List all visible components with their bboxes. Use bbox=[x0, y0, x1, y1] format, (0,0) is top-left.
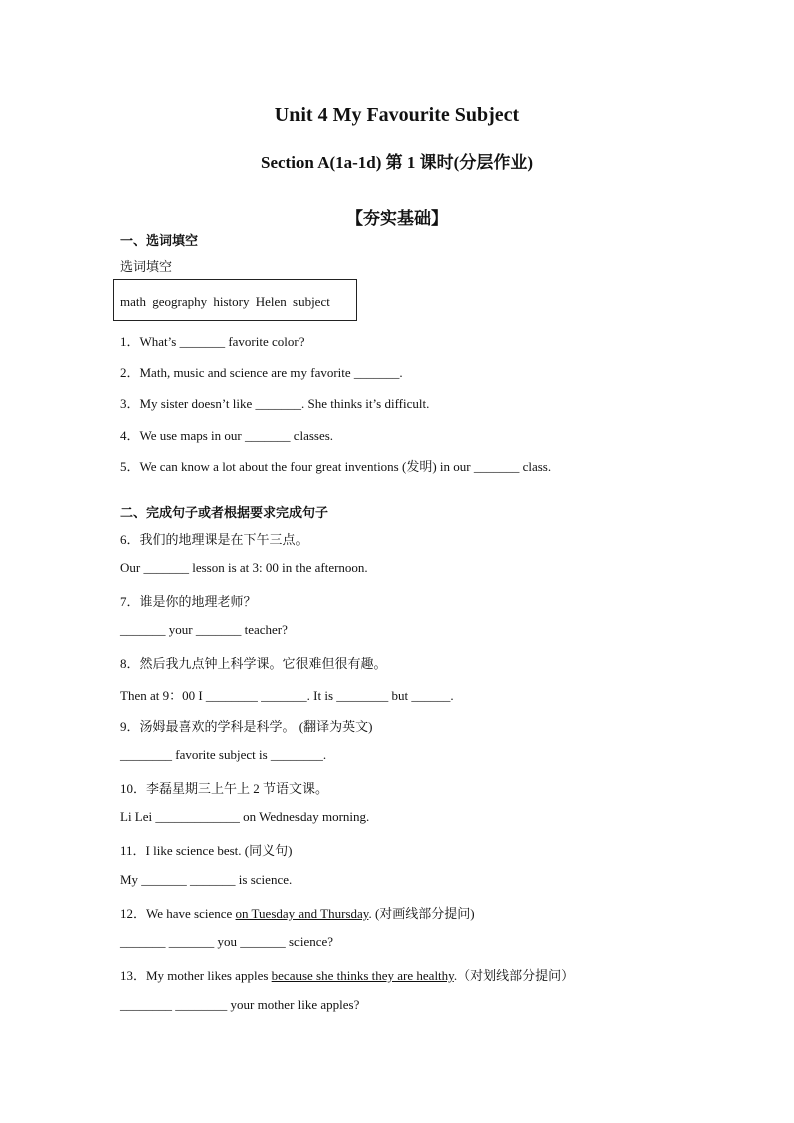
word-box bbox=[113, 279, 357, 321]
question-8-answer-line: Then at 9：00 I ________ _______. It is ________ but ______. bbox=[120, 688, 454, 703]
question-12-answer-line: _______ _______ you _______ science? bbox=[120, 934, 334, 949]
question-2: 2．Math, music and science are my favorite _______. bbox=[120, 365, 403, 380]
word-box-words: math geography history Helen subject bbox=[120, 294, 330, 309]
question-5: 5．We can know a lot about the four great inventions (发明) in our _______ class. bbox=[120, 459, 552, 474]
question-12-prompt bbox=[120, 903, 475, 922]
question-13-suffix: .（对划线部分提问） bbox=[453, 968, 575, 983]
question-9-answer-line: ________ favorite subject is ________. bbox=[120, 747, 327, 762]
question-6-prompt: 6．我们的地理课是在下午三点。 bbox=[120, 532, 309, 547]
question-11-prompt: 11．I like science best. (同义句) bbox=[120, 843, 293, 858]
question-3: 3．My sister doesn’t like _______. She thinks it’s difficult. bbox=[120, 396, 430, 411]
question-7-prompt: 7．谁是你的地理老师？ bbox=[120, 594, 257, 609]
part2-heading: 二、完成句子或者根据要求完成句子 bbox=[120, 506, 329, 521]
page-subtitle: Section A(1a-1d) 第 1 课时(分层作业) bbox=[261, 153, 533, 172]
page-title: Unit 4 My Favourite Subject bbox=[274, 104, 520, 126]
question-12-underlined: on Tuesday and Thursday bbox=[235, 906, 369, 921]
question-1: 1．What’s _______ favorite color? bbox=[120, 334, 305, 349]
question-10-prompt: 10．李磊星期三上午上 2 节语文课。 bbox=[120, 781, 329, 796]
question-13-underlined: because she thinks they are healthy bbox=[271, 968, 454, 983]
question-8-prompt: 8．然后我九点钟上科学课。它很难但很有趣。 bbox=[120, 656, 387, 671]
question-12-suffix: . (对画线部分提问) bbox=[368, 906, 475, 921]
question-12-prefix: 12．We have science bbox=[120, 906, 236, 921]
question-13-prefix: 13．My mother likes apples bbox=[120, 968, 272, 983]
question-11-answer-line: My _______ _______ is science. bbox=[120, 872, 293, 887]
question-4: 4．We use maps in our _______ classes. bbox=[120, 428, 334, 443]
question-10-answer-line: Li Lei _____________ on Wednesday morning. bbox=[120, 809, 370, 824]
question-9-prompt: 9．汤姆最喜欢的学科是科学。 (翻译为英文) bbox=[120, 719, 373, 734]
part1-instruction: 选词填空 bbox=[120, 260, 173, 275]
part1-heading: 一、选词填空 bbox=[120, 234, 199, 249]
question-7-answer-line: _______ your _______ teacher? bbox=[120, 622, 288, 637]
question-13-answer-line: ________ ________ your mother like apples? bbox=[120, 997, 360, 1012]
question-13-prompt bbox=[120, 965, 574, 984]
level-heading: 【夯实基础】 bbox=[346, 209, 448, 228]
question-6-answer-line: Our _______ lesson is at 3: 00 in the afternoon. bbox=[120, 560, 368, 575]
